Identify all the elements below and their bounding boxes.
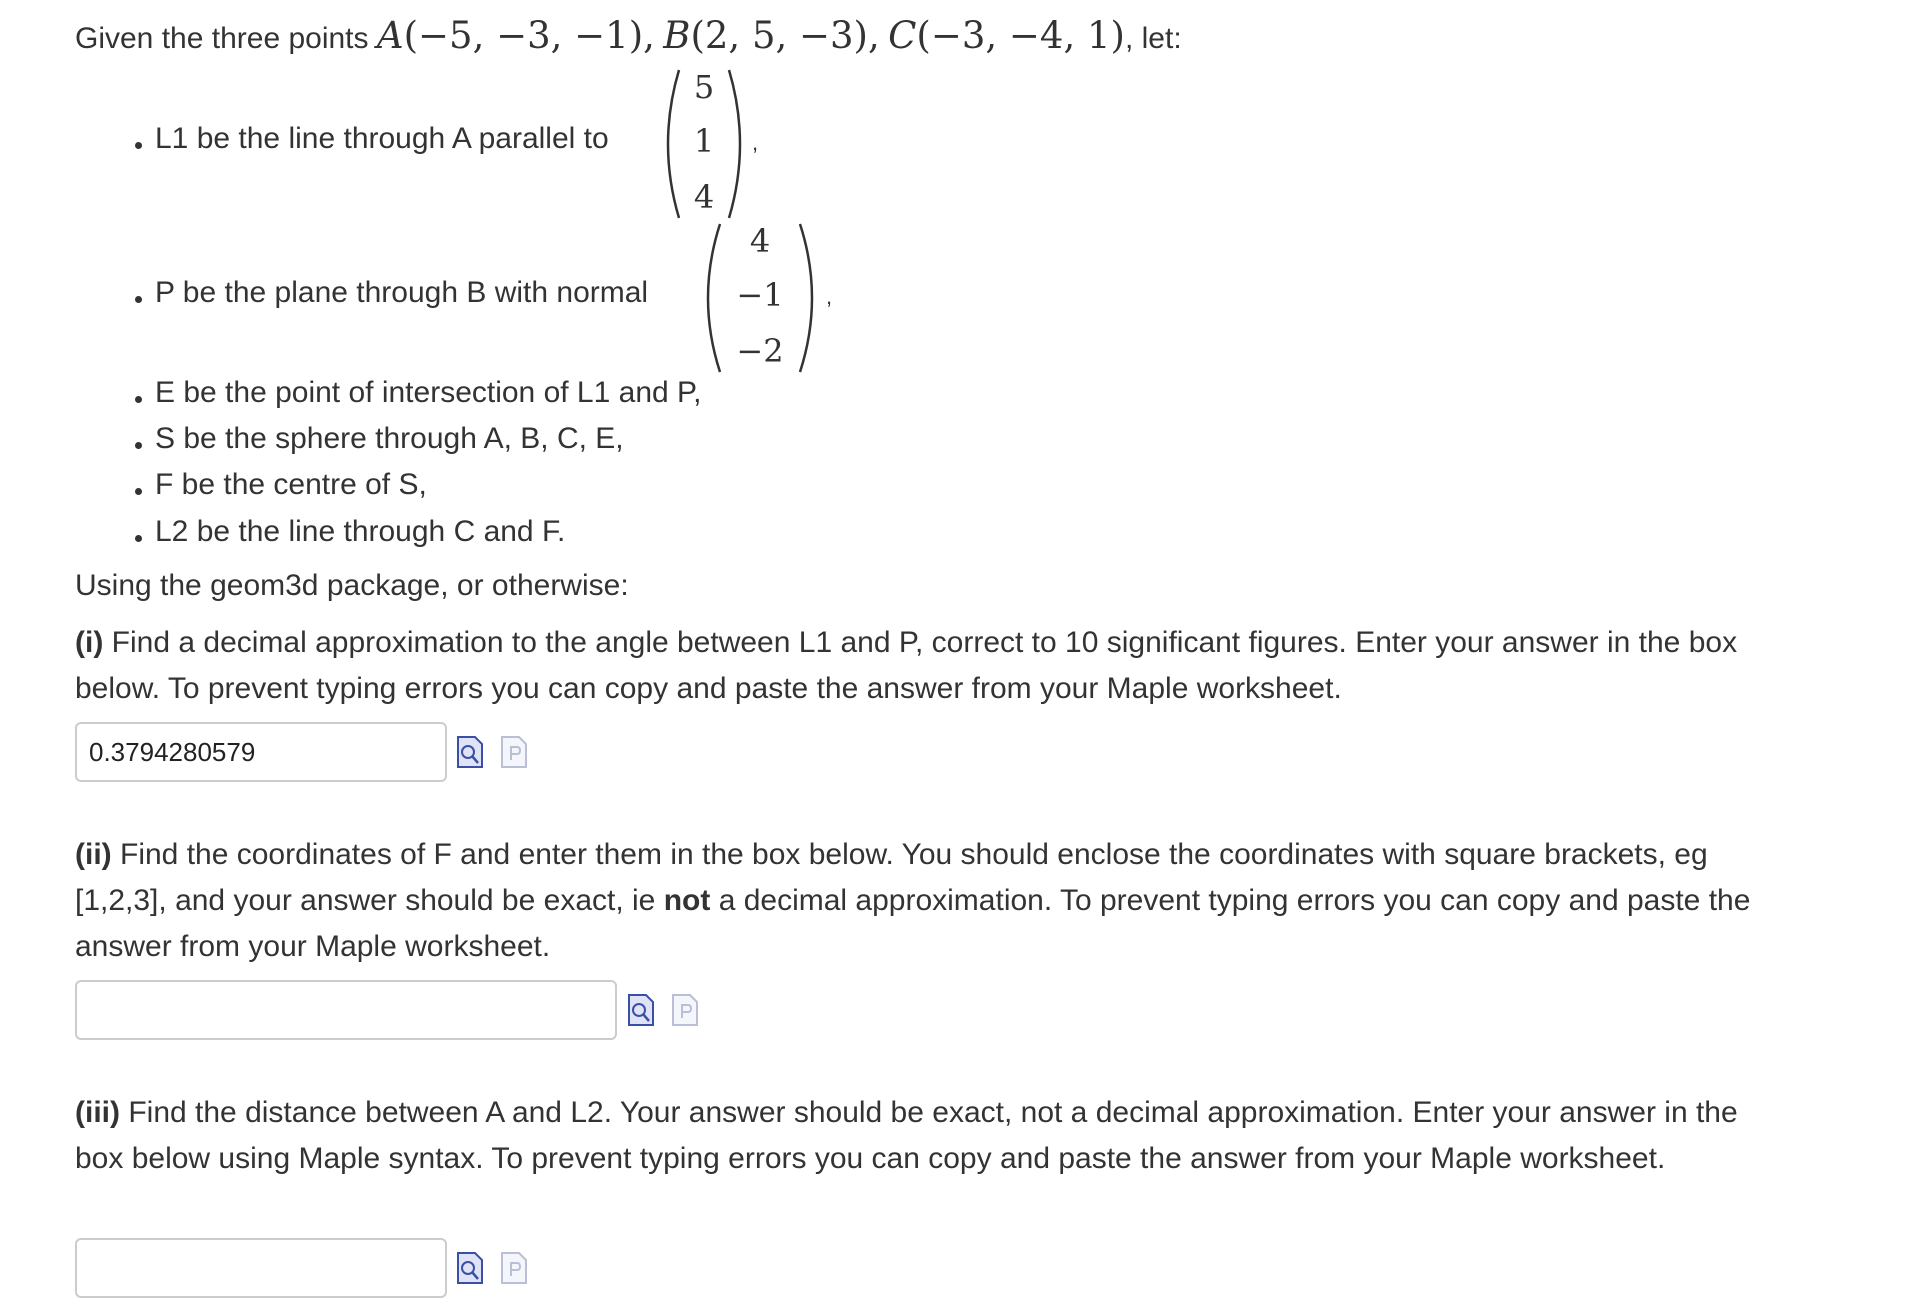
- definition-l2: L2 be the line through C and F.: [155, 515, 566, 548]
- question-label: (ii): [75, 838, 112, 871]
- vector-component: 4: [749, 222, 771, 260]
- instruction-text: Using the geom3d package, or otherwise:: [75, 569, 629, 602]
- definition-trail: ,: [826, 284, 833, 309]
- intro-suffix: , let:: [1124, 22, 1182, 55]
- bullet-dot: [135, 488, 142, 495]
- intro-line: Given the three points A(−5, −3, −1), B(2, 5, −3), C(−3, −4, 1), let:: [75, 14, 1182, 57]
- bullet-dot: [135, 535, 142, 542]
- point-c: C(−3, −4, 1): [888, 14, 1125, 57]
- emphasis-not: not: [663, 884, 711, 917]
- preview-document-icon[interactable]: [456, 1251, 484, 1285]
- vector-component: 5: [693, 68, 715, 106]
- preview-document-icon[interactable]: [456, 735, 484, 769]
- definition-l1: L1 be the line through A parallel to: [155, 122, 609, 155]
- answer-input-distance[interactable]: [75, 1238, 447, 1298]
- question-label: (i): [75, 626, 104, 659]
- vector-component: −2: [736, 332, 784, 370]
- format-document-icon[interactable]: [671, 993, 699, 1027]
- question-iii-text: (iii) Find the distance between A and L2. Your answer should be exact, not a decimal approximation. Enter your answer in the box below using Maple syntax. To prevent typing errors you can copy and paste the answer from your Maple worksheet.: [75, 1096, 1738, 1175]
- bullet-dot: [135, 442, 142, 449]
- definition-s: S be the sphere through A, B, C, E,: [155, 422, 624, 455]
- vector-component: −1: [736, 276, 784, 314]
- bullet-dot: [135, 142, 142, 149]
- question-ii-text: (ii) Find the coordinates of F and enter them in the box below. You should enclose the coordinates with square brackets, eg [1,2,3], and your answer should be exact, ie not a decimal approximation. To prevent typing errors you can copy and paste the answer from your Maple worksheet.: [75, 838, 1751, 963]
- question-label: (iii): [75, 1096, 120, 1129]
- preview-document-icon[interactable]: [627, 993, 655, 1027]
- format-document-icon[interactable]: [500, 1251, 528, 1285]
- definition-e: E be the point of intersection of L1 and P,: [155, 376, 702, 409]
- point-b: B(2, 5, −3): [663, 14, 868, 57]
- question-i-text: (i) Find a decimal approximation to the angle between L1 and P, correct to 10 significant figures. Enter your answer in the box below. To prevent typing errors you can copy and paste the answer from your Maple worksheet.: [75, 626, 1738, 705]
- bullet-dot: [135, 396, 142, 403]
- direction-vector: [661, 66, 747, 222]
- answer-input-centre-coordinates[interactable]: [75, 980, 617, 1040]
- definition-trail: ,: [752, 130, 759, 155]
- answer-input-angle[interactable]: [75, 722, 447, 782]
- bullet-dot: [135, 296, 142, 303]
- definition-p: P be the plane through B with normal: [155, 276, 649, 309]
- vector-component: 1: [693, 122, 715, 160]
- vector-component: 4: [693, 178, 715, 216]
- normal-vector: [700, 220, 820, 376]
- point-a: A(−5, −3, −1): [376, 14, 644, 57]
- format-document-icon[interactable]: [500, 735, 528, 769]
- intro-prefix: Given the three points: [75, 22, 369, 55]
- definition-f: F be the centre of S,: [155, 468, 427, 501]
